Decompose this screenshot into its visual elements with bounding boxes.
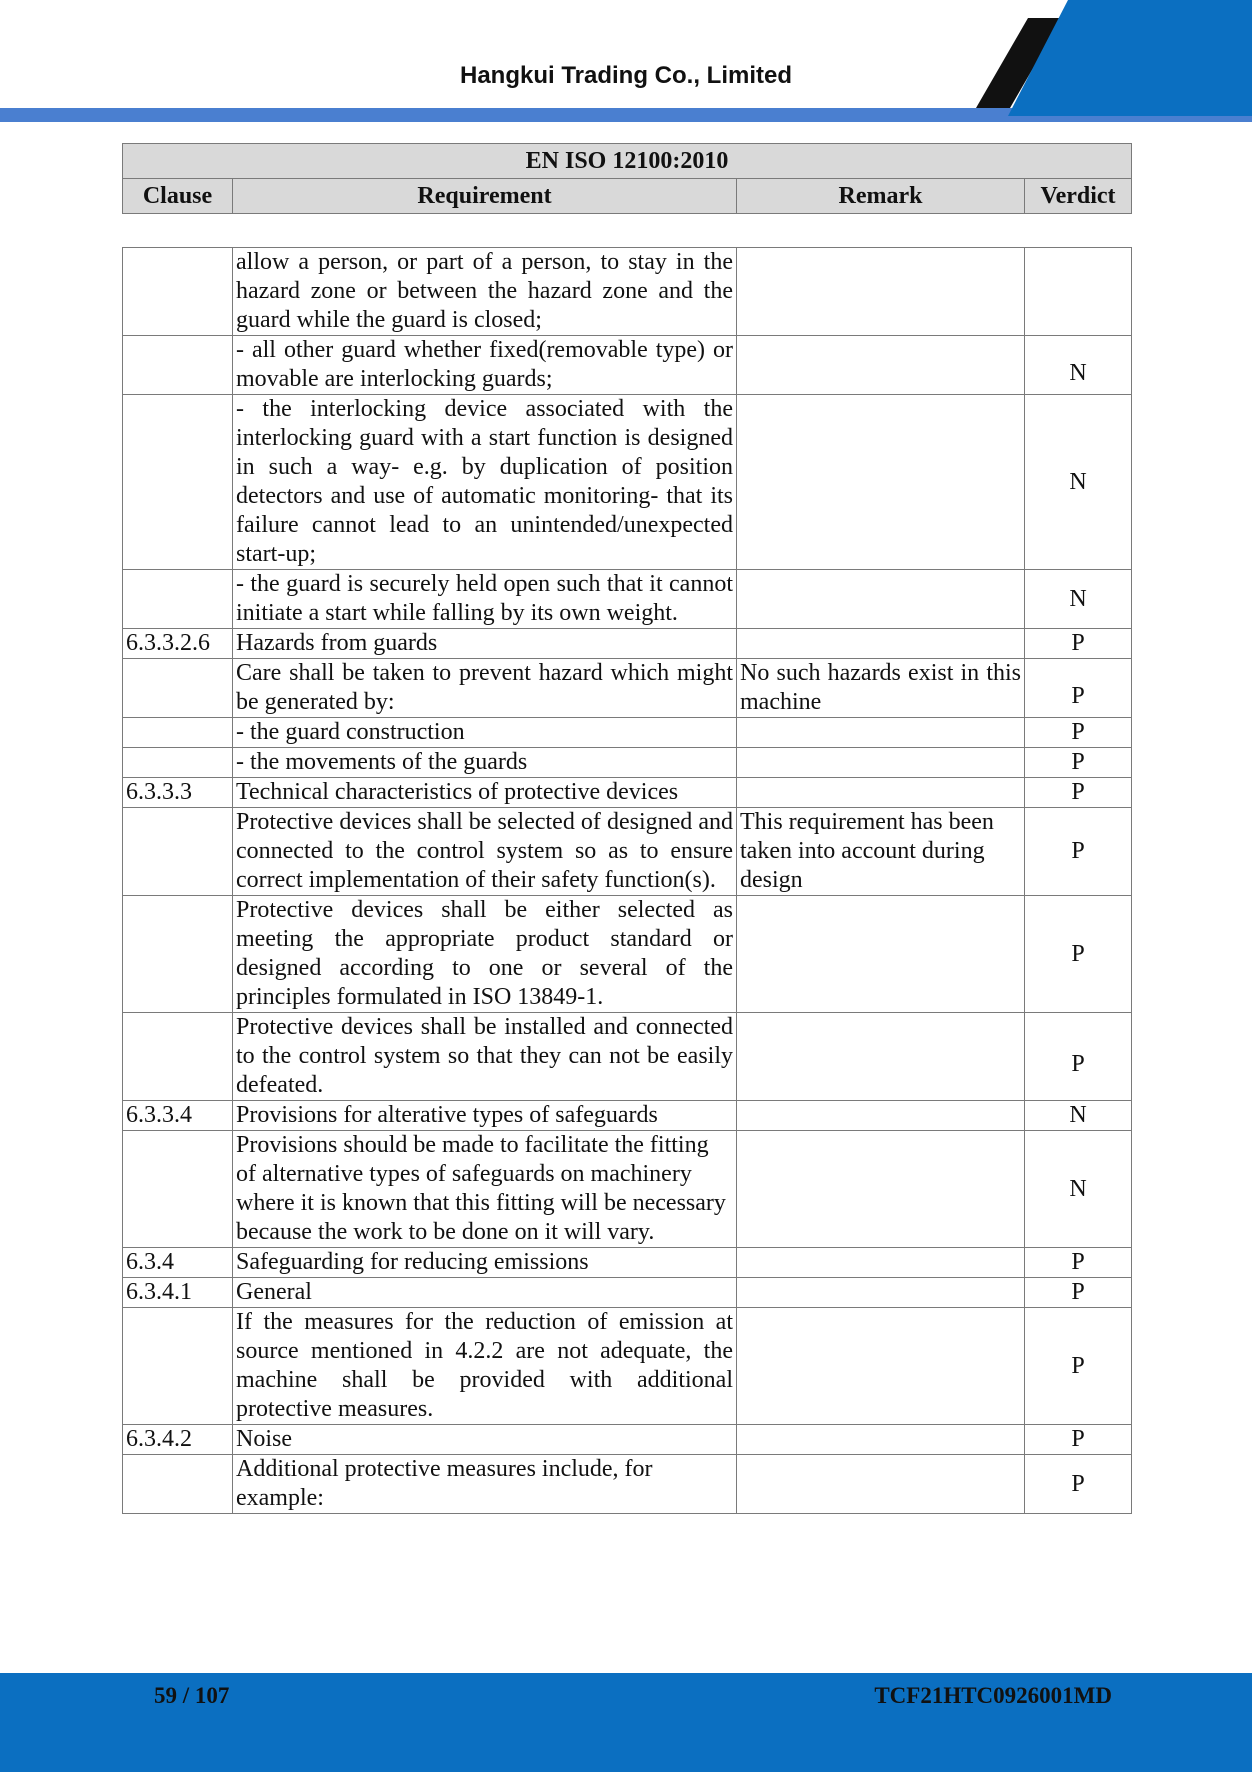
remark-cell (737, 1131, 1025, 1248)
page-number: 59 / 107 (154, 1683, 230, 1708)
table-row (123, 336, 1132, 395)
clause-cell (123, 336, 233, 395)
verdict-cell: P (1025, 659, 1132, 718)
clause-cell (123, 659, 233, 718)
verdict-cell: P (1025, 748, 1132, 778)
remark-cell (737, 1013, 1025, 1101)
remark-cell (737, 570, 1025, 629)
table-row (123, 718, 1132, 748)
remark-cell (737, 778, 1025, 808)
table-row (123, 248, 1132, 336)
company-name: Hangkui Trading Co., Limited (459, 62, 792, 89)
requirement-cell: Protective devices shall be selected of designed and connected to the control system so as to ensure correct implementation of their safety function(s). (233, 808, 737, 896)
requirement-cell: If the measures for the reduction of emission at source mentioned in 4.2.2 are not adequate, the machine shall be provided with additional protective measures. (233, 1308, 737, 1425)
verdict-cell: P (1025, 1425, 1132, 1455)
verdict-cell: N (1025, 336, 1132, 395)
verdict-cell: P (1025, 1248, 1132, 1278)
clause-cell (123, 1131, 233, 1248)
page-footer (0, 1673, 1252, 1772)
table-row (123, 629, 1132, 659)
remark-cell: This requirement has been taken into account during design (737, 808, 1025, 896)
table-row (123, 659, 1132, 718)
clause-cell (123, 808, 233, 896)
requirement-cell: - the interlocking device associated with the interlocking guard with a start function is designed in such a way- e.g. by duplication of position detectors and use of automatic monitoring- that its failure cannot lead to an unintended/unexpected start-up; (233, 395, 737, 570)
remark-cell (737, 1308, 1025, 1425)
remark-cell: No such hazards exist in this machine (737, 659, 1025, 718)
verdict-cell: P (1025, 896, 1132, 1013)
column-header-verdict: Verdict (1025, 179, 1132, 214)
table-row (123, 570, 1132, 629)
clause-cell (123, 395, 233, 570)
remark-cell (737, 718, 1025, 748)
remark-cell (737, 748, 1025, 778)
verdict-cell: N (1025, 1101, 1132, 1131)
requirement-cell: Additional protective measures include, for example: (233, 1455, 737, 1514)
table-row (123, 1308, 1132, 1425)
requirements-table (122, 247, 1132, 1514)
table-row (123, 748, 1132, 778)
clause-cell (123, 896, 233, 1013)
clause-cell: 6.3.4.2 (123, 1425, 233, 1455)
clause-cell: 6.3.3.3 (123, 778, 233, 808)
table-row (123, 1013, 1132, 1101)
verdict-cell: P (1025, 1278, 1132, 1308)
requirement-cell: Care shall be taken to prevent hazard which might be generated by: (233, 659, 737, 718)
verdict-cell (1025, 248, 1132, 336)
clause-cell: 6.3.4.1 (123, 1278, 233, 1308)
verdict-cell: N (1025, 1131, 1132, 1248)
clause-cell (123, 748, 233, 778)
requirement-cell: Noise (233, 1425, 737, 1455)
requirement-cell: - all other guard whether fixed(removable type) or movable are interlocking guards; (233, 336, 737, 395)
requirement-cell: Provisions for alterative types of safeguards (233, 1101, 737, 1131)
clause-cell (123, 1455, 233, 1514)
requirement-cell: Technical characteristics of protective devices (233, 778, 737, 808)
requirement-cell: - the guard construction (233, 718, 737, 748)
clause-cell (123, 248, 233, 336)
clause-cell: 6.3.3.4 (123, 1101, 233, 1131)
requirement-cell: Safeguarding for reducing emissions (233, 1248, 737, 1278)
verdict-cell: P (1025, 629, 1132, 659)
verdict-cell: P (1025, 1308, 1132, 1425)
page-header (0, 0, 1252, 125)
verdict-cell: P (1025, 1013, 1132, 1101)
requirement-cell: Protective devices shall be either selected as meeting the appropriate product standard or designed according to one or several of the principles formulated in ISO 13849-1. (233, 896, 737, 1013)
verdict-cell: P (1025, 1455, 1132, 1514)
requirement-cell: allow a person, or part of a person, to stay in the hazard zone or between the hazard zone and the guard while the guard is closed; (233, 248, 737, 336)
remark-cell (737, 1425, 1025, 1455)
verdict-cell: P (1025, 718, 1132, 748)
table-row (123, 896, 1132, 1013)
table-row (123, 395, 1132, 570)
remark-cell (737, 1278, 1025, 1308)
column-header-clause: Clause (123, 179, 233, 214)
remark-cell (737, 1455, 1025, 1514)
table-row (123, 1101, 1132, 1131)
column-header-remark: Remark (737, 179, 1025, 214)
clause-cell: 6.3.3.2.6 (123, 629, 233, 659)
remark-cell (737, 395, 1025, 570)
clause-cell: 6.3.4 (123, 1248, 233, 1278)
table-row (123, 1248, 1132, 1278)
requirement-cell: Provisions should be made to facilitate the fitting of alternative types of safeguards on machinery where it is known that this fitting will be necessary because the work to be done on it will vary. (233, 1131, 737, 1248)
table-row (123, 1278, 1132, 1308)
table-row (123, 808, 1132, 896)
table-row (123, 778, 1132, 808)
table-row (123, 1131, 1132, 1248)
verdict-cell: N (1025, 395, 1132, 570)
standard-header-table (122, 143, 1132, 214)
remark-cell (737, 1101, 1025, 1131)
remark-cell (737, 896, 1025, 1013)
table-row (123, 1455, 1132, 1514)
table-row (123, 1425, 1132, 1455)
remark-cell (737, 248, 1025, 336)
requirement-cell: - the movements of the guards (233, 748, 737, 778)
requirement-cell: General (233, 1278, 737, 1308)
clause-cell (123, 1308, 233, 1425)
requirement-cell: - the guard is securely held open such that it cannot initiate a start while falling by its own weight. (233, 570, 737, 629)
requirement-cell: Protective devices shall be installed and connected to the control system so that they can not be easily defeated. (233, 1013, 737, 1101)
standard-title: EN ISO 12100:2010 (123, 144, 1132, 179)
verdict-cell: N (1025, 570, 1132, 629)
remark-cell (737, 1248, 1025, 1278)
remark-cell (737, 629, 1025, 659)
requirement-cell: Hazards from guards (233, 629, 737, 659)
clause-cell (123, 1013, 233, 1101)
remark-cell (737, 336, 1025, 395)
column-header-requirement: Requirement (233, 179, 737, 214)
document-id: TCF21HTC0926001MD (874, 1683, 1112, 1708)
verdict-cell: P (1025, 778, 1132, 808)
clause-cell (123, 570, 233, 629)
verdict-cell: P (1025, 808, 1132, 896)
clause-cell (123, 718, 233, 748)
